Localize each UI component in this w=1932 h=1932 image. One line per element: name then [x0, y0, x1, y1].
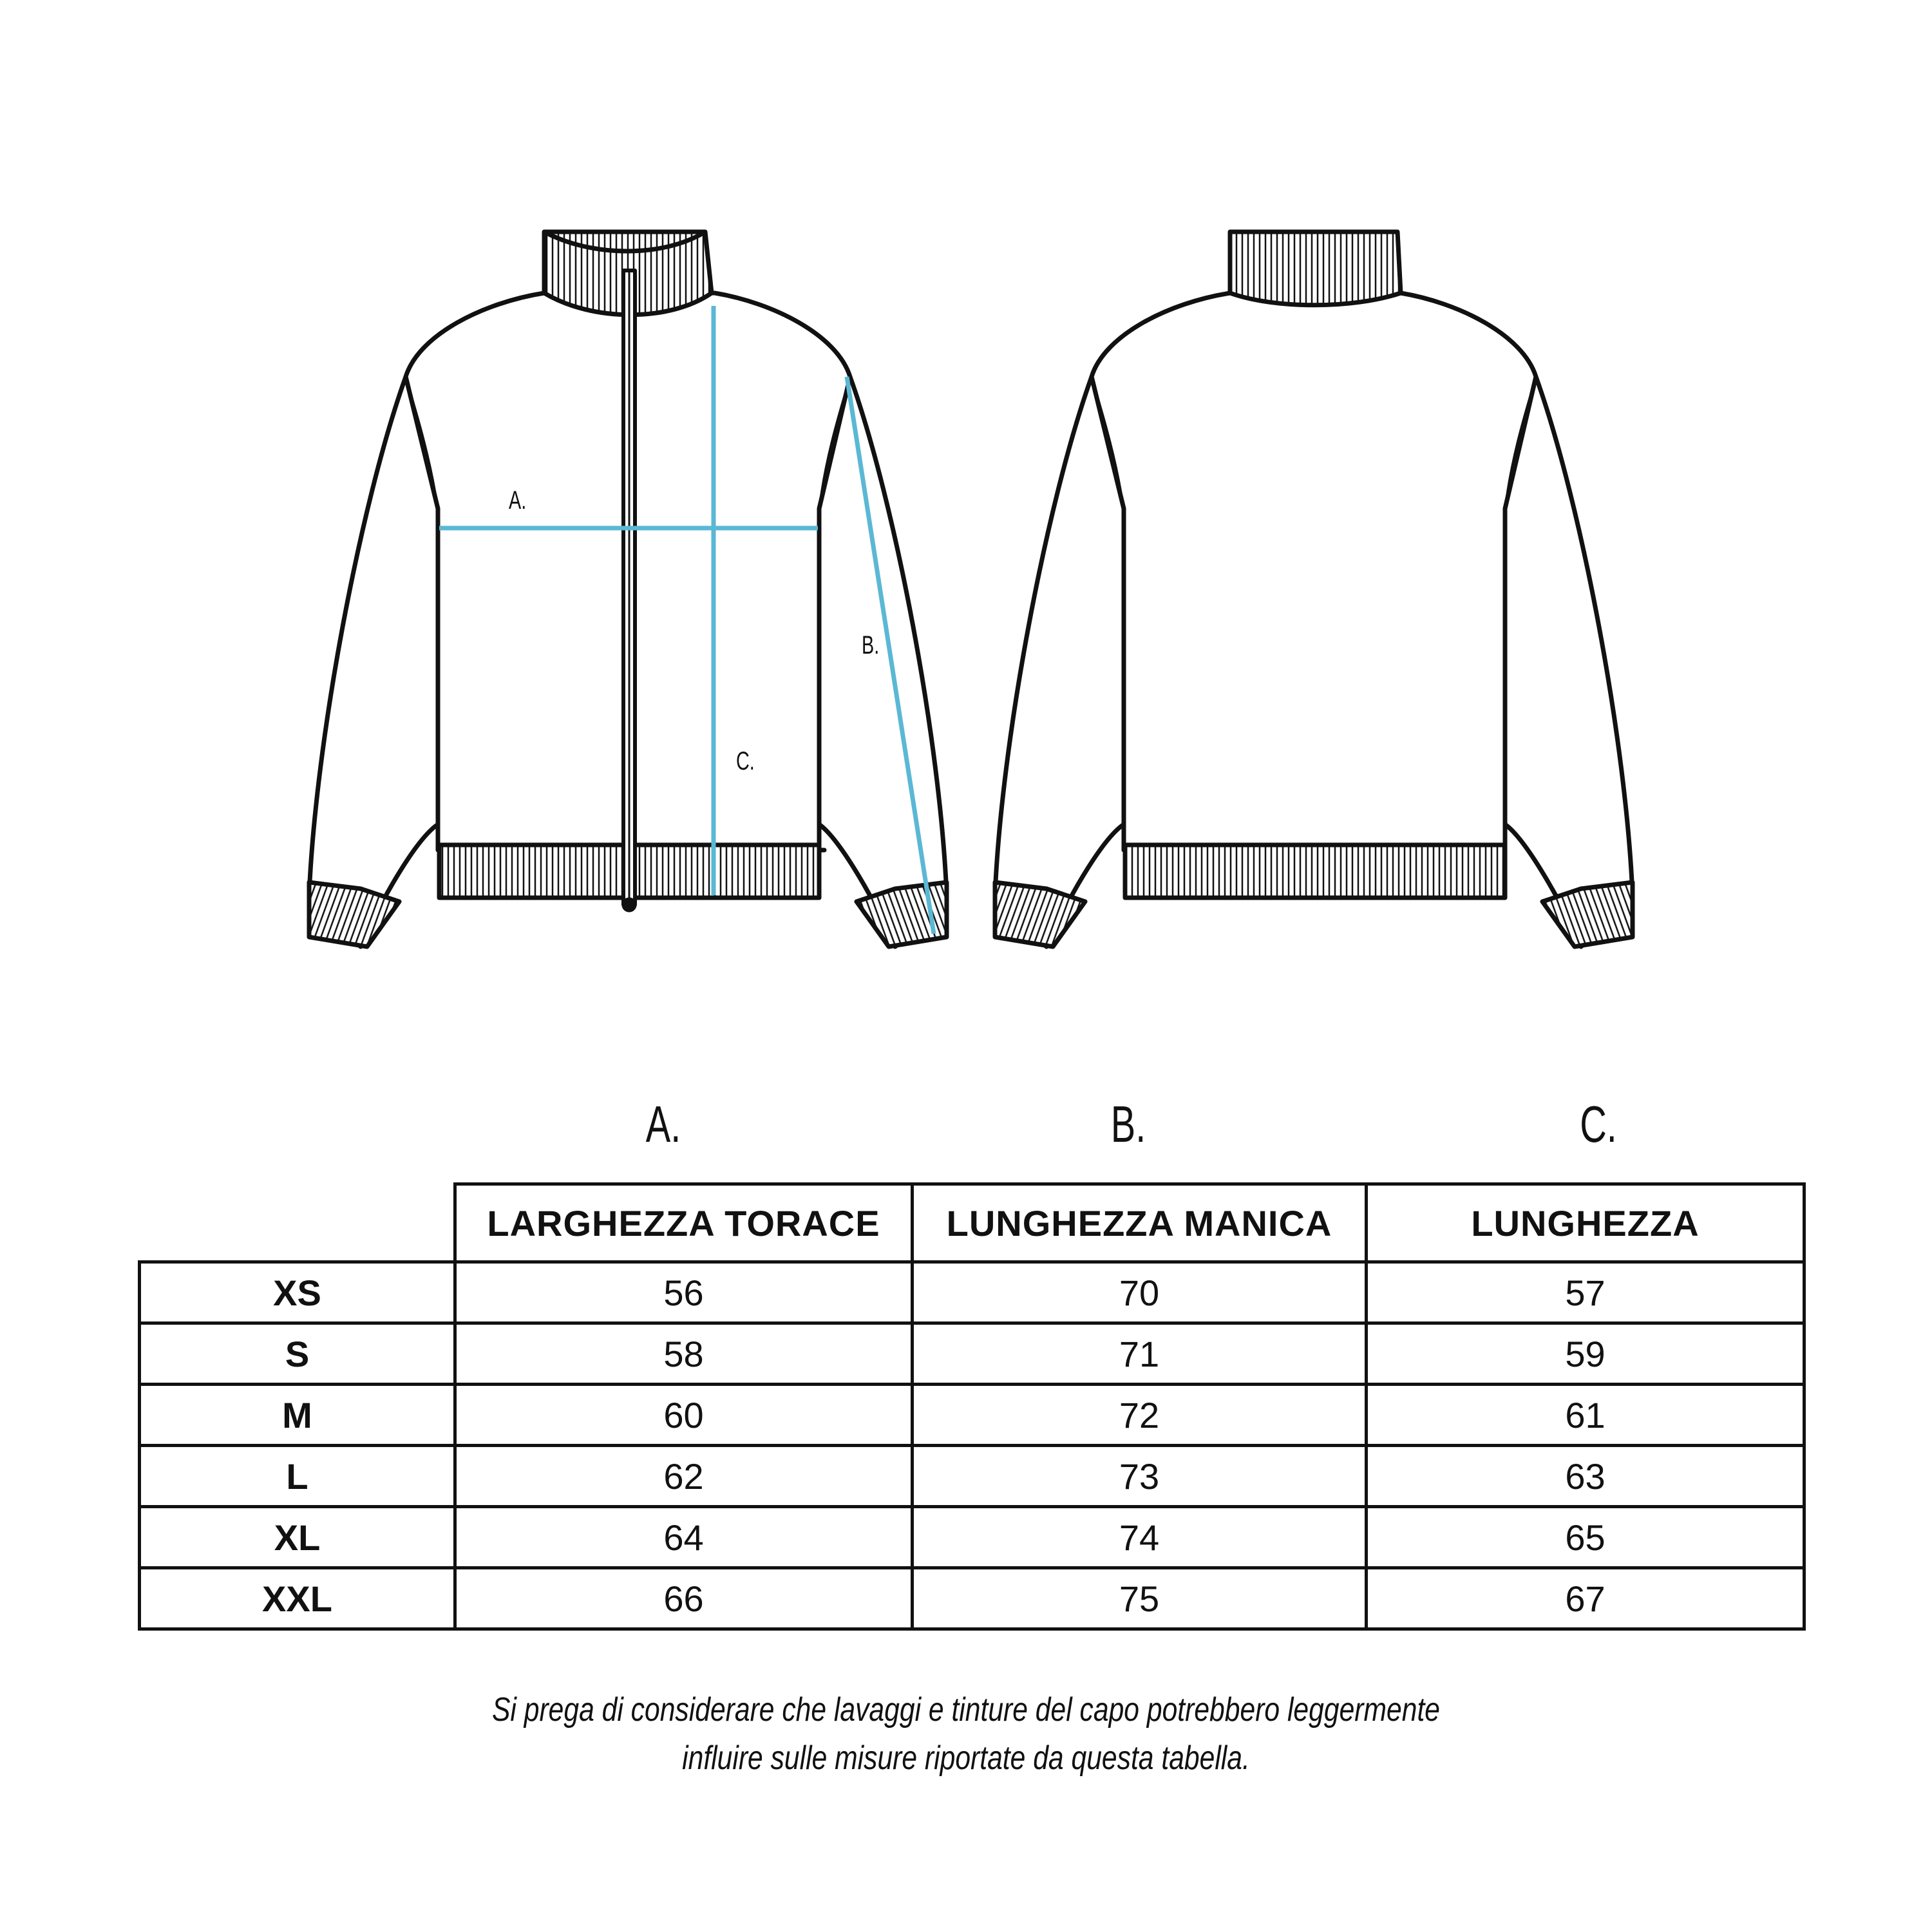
value-cell: 65 — [1367, 1507, 1804, 1568]
back-hem — [1125, 845, 1505, 898]
back-body-outline — [1092, 293, 1536, 850]
header-length: LUNGHEZZA — [1367, 1184, 1804, 1262]
value-cell: 63 — [1367, 1446, 1804, 1507]
back-collar — [1230, 232, 1401, 305]
value-cell: 73 — [913, 1446, 1367, 1507]
table-row — [140, 1507, 1804, 1568]
size-cell: XXL — [140, 1568, 455, 1629]
footnote-line-2: influire sulle misure riportate da questa tabella. — [682, 1739, 1250, 1777]
value-cell: 74 — [913, 1507, 1367, 1568]
value-cell: 59 — [1367, 1323, 1804, 1385]
size-cell: XS — [140, 1262, 455, 1323]
front-right-sleeve — [819, 377, 947, 947]
table-row — [140, 1385, 1804, 1446]
value-cell: 62 — [455, 1446, 913, 1507]
column-letter-a: A. — [645, 1095, 681, 1153]
value-cell: 66 — [455, 1568, 913, 1629]
table-row — [140, 1262, 1804, 1323]
header-blank-cell — [140, 1184, 455, 1262]
back-view — [995, 232, 1633, 947]
column-letter-c: C. — [1580, 1095, 1617, 1153]
table-row — [140, 1446, 1804, 1507]
value-cell: 64 — [455, 1507, 913, 1568]
value-cell: 67 — [1367, 1568, 1804, 1629]
header-chest-width: LARGHEZZA TORACE — [455, 1184, 913, 1262]
table-header-row — [140, 1184, 1804, 1262]
measure-label-a: A. — [509, 486, 527, 515]
value-cell: 58 — [455, 1323, 913, 1385]
value-cell: 75 — [913, 1568, 1367, 1629]
size-cell: M — [140, 1385, 455, 1446]
size-cell: S — [140, 1323, 455, 1385]
front-left-sleeve — [309, 377, 438, 947]
footnote-line-1: Si prega di considerare che lavaggi e tinture del capo potrebbero leggermente — [491, 1691, 1441, 1728]
value-cell: 60 — [455, 1385, 913, 1446]
table-row — [140, 1568, 1804, 1629]
header-sleeve-length: LUNGHEZZA MANICA — [913, 1184, 1367, 1262]
table-row — [140, 1323, 1804, 1385]
front-view — [309, 232, 947, 947]
back-right-sleeve — [1505, 377, 1633, 947]
value-cell: 72 — [913, 1385, 1367, 1446]
value-cell: 56 — [455, 1262, 913, 1323]
column-letter-b: B. — [1110, 1095, 1146, 1153]
value-cell: 61 — [1367, 1385, 1804, 1446]
measure-label-c: C. — [736, 746, 755, 776]
value-cell: 57 — [1367, 1262, 1804, 1323]
measure-label-b: B. — [862, 630, 880, 660]
size-chart-table — [138, 1182, 1806, 1631]
back-left-sleeve — [995, 377, 1124, 947]
size-cell: L — [140, 1446, 455, 1507]
value-cell: 71 — [913, 1323, 1367, 1385]
value-cell: 70 — [913, 1262, 1367, 1323]
size-cell: XL — [140, 1507, 455, 1568]
